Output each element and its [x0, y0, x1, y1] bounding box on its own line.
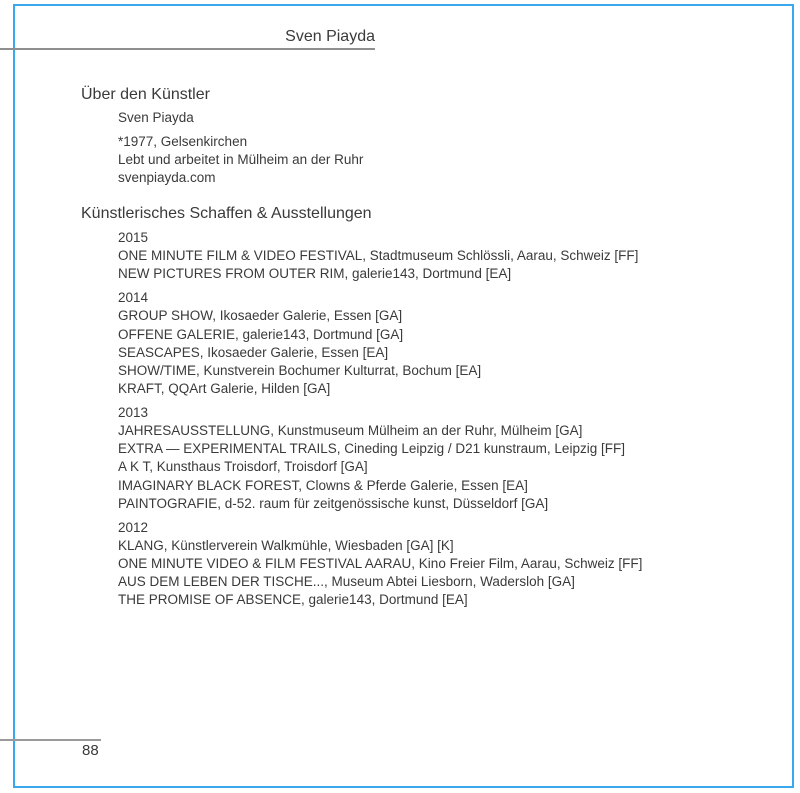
page-number: 88 — [82, 742, 99, 759]
exhibition-item: GROUP SHOW, Ikosaeder Galerie, Essen [GA] — [118, 308, 403, 324]
exhibition-item: SEASCAPES, Ikosaeder Galerie, Essen [EA] — [118, 344, 389, 360]
bio-line-website: svenpiayda.com — [118, 170, 216, 186]
exhibition-list — [118, 229, 642, 615]
exhibition-item: NEW PICTURES FROM OUTER RIM, galerie143, Dortmund [EA] — [118, 266, 512, 282]
exhibition-year: 2014 — [118, 290, 149, 306]
exhibition-item: KLANG, Künstlerverein Walkmühle, Wiesbaden [GA] [K] — [118, 537, 454, 553]
exhibition-item: AUS DEM LEBEN DER TISCHE..., Museum Abtei Liesborn, Wadersloh [GA] — [118, 574, 575, 590]
exhibition-item: ONE MINUTE FILM & VIDEO FESTIVAL, Stadtmuseum Schlössli, Aarau, Schweiz [FF] — [118, 248, 639, 264]
exhibition-item: PAINTOGRAFIE, d-52. raum für zeitgenössische kunst, Düsseldorf [GA] — [118, 495, 549, 511]
exhibition-item: ONE MINUTE VIDEO & FILM FESTIVAL AARAU, Kino Freier Film, Aarau, Schweiz [FF] — [118, 555, 643, 571]
footer-rule — [0, 739, 101, 741]
header-rule — [0, 48, 375, 50]
about-artist-heading: Über den Künstler — [81, 86, 210, 103]
exhibition-item: OFFENE GALERIE, galerie143, Dortmund [GA] — [118, 326, 404, 342]
exhibition-item: THE PROMISE OF ABSENCE, galerie143, Dortmund [EA] — [118, 592, 468, 608]
exhibition-item: IMAGINARY BLACK FOREST, Clowns & Pferde Galerie, Essen [EA] — [118, 477, 528, 493]
running-header-title: Sven Piayda — [285, 28, 375, 45]
artist-name: Sven Piayda — [118, 110, 194, 125]
exhibition-group-2015 — [118, 229, 642, 284]
exhibition-group-2013 — [118, 404, 642, 513]
exhibition-year: 2013 — [118, 404, 149, 420]
bio-line-birth: *1977, Gelsenkirchen — [118, 134, 248, 149]
exhibition-item: JAHRESAUSSTELLUNG, Kunstmuseum Mülheim an der Ruhr, Mülheim [GA] — [118, 423, 583, 439]
exhibition-group-2012 — [118, 519, 642, 610]
exhibition-item: EXTRA — EXPERIMENTAL TRAILS, Cineding Leipzig / D21 kunstraum, Leipzig [FF] — [118, 441, 625, 457]
bio-line-residence: Lebt und arbeitet in Mülheim an der Ruhr — [118, 152, 364, 168]
exhibition-year: 2012 — [118, 519, 149, 535]
exhibition-year: 2015 — [118, 230, 149, 245]
exhibition-item: KRAFT, QQArt Galerie, Hilden [GA] — [118, 381, 331, 397]
exhibition-item: SHOW/TIME, Kunstverein Bochumer Kulturrat, Bochum [EA] — [118, 362, 482, 378]
exhibition-item: A K T, Kunsthaus Troisdorf, Troisdorf [GA] — [118, 459, 368, 475]
artist-bio — [118, 133, 363, 188]
exhibition-group-2014 — [118, 289, 642, 398]
exhibitions-heading: Künstlerisches Schaffen & Ausstellungen — [81, 205, 372, 222]
